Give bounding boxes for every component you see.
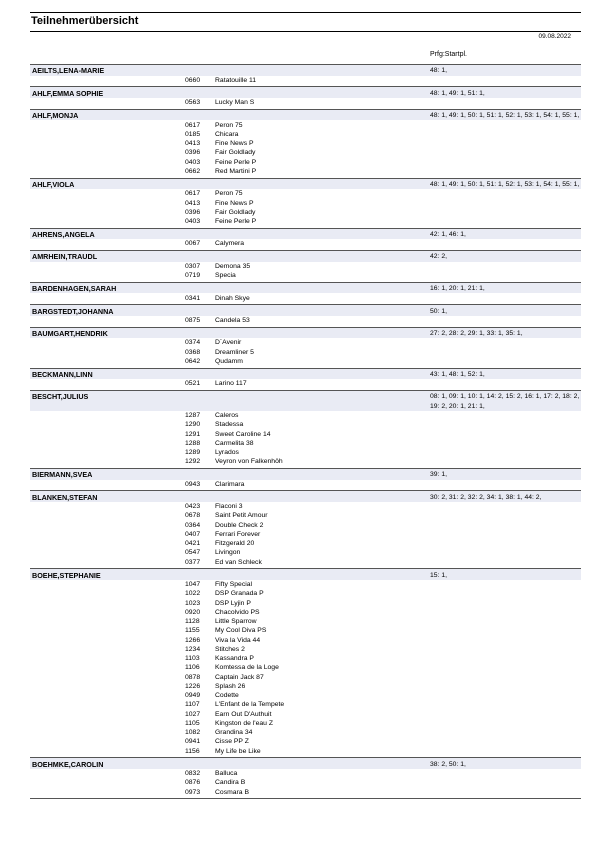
- horse-name: Little Sparrow: [215, 618, 257, 626]
- participant-row: [30, 179, 581, 190]
- participant-entry: [30, 64, 581, 87]
- horse-number: 0920: [185, 608, 201, 616]
- horse-name: Carmelita 38: [215, 439, 254, 447]
- participant-entry: [30, 469, 581, 491]
- horse-row: [30, 608, 581, 617]
- horse-number: 1156: [185, 747, 200, 755]
- horse-number: 0949: [185, 692, 201, 700]
- participant-starts: 48: 1,: [430, 67, 448, 75]
- horse-name: Red Martini P: [215, 167, 257, 175]
- participant-starts: 39: 1,: [430, 471, 448, 479]
- participant-entry: [30, 391, 581, 469]
- horse-number: 0662: [185, 167, 201, 175]
- horse-row: [30, 317, 581, 326]
- horse-name: Lyrados: [215, 449, 239, 457]
- participant-row: [30, 569, 581, 580]
- horse-name: Fifty Special: [215, 581, 253, 589]
- participant-list: [30, 64, 581, 799]
- horse-name: Captain Jack 87: [215, 673, 264, 681]
- horse-name: Kingston de l'eau Z: [215, 719, 273, 727]
- participant-starts: 42: 1, 46: 1,: [430, 230, 466, 238]
- horse-name: Feine Perle P: [215, 158, 257, 166]
- horse-name: Flaconi 3: [215, 503, 243, 511]
- horse-list: [30, 76, 581, 87]
- horse-name: Caleros: [215, 412, 239, 420]
- horse-number: 1047: [185, 581, 201, 589]
- horse-name: Ed van Schleck: [215, 558, 262, 566]
- horse-number: 1287: [185, 412, 201, 420]
- horse-name: Viva la Vida 44: [215, 636, 261, 644]
- participant-row: [30, 87, 581, 98]
- horse-row: [30, 627, 581, 636]
- horse-name: Candira B: [215, 779, 246, 787]
- participant-entry: [30, 328, 581, 369]
- horse-row: [30, 218, 581, 227]
- horse-list: [30, 769, 581, 798]
- horse-name: Stitches 2: [215, 645, 245, 653]
- horse-name: DSP Lyjin P: [215, 599, 251, 607]
- horse-name: Feine Perle P: [215, 218, 257, 225]
- horse-name: Double Check 2: [215, 521, 264, 529]
- title-rule: [30, 31, 581, 32]
- horse-row: [30, 76, 581, 85]
- participant-name: AHLF,VIOLA: [32, 179, 75, 189]
- participant-starts: 08: 1, 09: 1, 10: 1, 14: 2, 15: 2, 16: 1, 17: 2, 18: 2, 19: 2, 20: 1, 21: 1,: [430, 393, 580, 410]
- horse-number: 0563: [185, 99, 201, 107]
- participant-starts: 15: 1,: [430, 571, 448, 579]
- horse-name: Balluca: [215, 770, 238, 778]
- participant-entry: [30, 87, 581, 109]
- horse-name: Earn Out D'Authuit: [215, 710, 272, 718]
- participant-starts: 42: 2,: [430, 253, 448, 261]
- participant-starts: 27: 2, 28: 2, 29: 1, 33: 1, 35: 1,: [430, 329, 523, 337]
- horse-number: 1292: [185, 458, 201, 466]
- participant-row: [30, 110, 581, 121]
- horse-row: [30, 549, 581, 558]
- participant-row: [30, 65, 581, 76]
- horse-row: [30, 140, 581, 149]
- horse-number: 0832: [185, 770, 201, 778]
- participant-starts: 48: 1, 49: 1, 50: 1, 51: 1, 52: 1, 53: 1, 54: 1, 55: 1,: [430, 180, 580, 188]
- horse-row: [30, 208, 581, 217]
- horse-number: 1082: [185, 729, 201, 737]
- horse-number: 1266: [185, 636, 201, 644]
- horse-number: 0973: [185, 788, 201, 796]
- participant-row: [30, 328, 581, 339]
- horse-row: [30, 710, 581, 719]
- horse-row: [30, 149, 581, 158]
- participant-starts: 48: 1, 49: 1, 51: 1,: [430, 89, 485, 97]
- horse-name: Qudamm: [215, 357, 243, 365]
- horse-number: 1128: [185, 618, 200, 626]
- horse-name: Fine News P: [215, 199, 254, 207]
- horse-number: 0413: [185, 140, 201, 148]
- participant-starts: 50: 1,: [430, 307, 448, 315]
- horse-row: [30, 190, 581, 199]
- horse-number: 1289: [185, 449, 201, 457]
- horse-row: [30, 655, 581, 664]
- horse-name: Splash 26: [215, 682, 246, 690]
- horse-number: 0878: [185, 673, 201, 681]
- horse-row: [30, 294, 581, 303]
- horse-row: [30, 503, 581, 512]
- horse-number: 0547: [185, 549, 201, 557]
- horse-name: Chicara: [215, 130, 239, 138]
- horse-row: [30, 770, 581, 779]
- horse-number: 0642: [185, 357, 201, 365]
- horse-name: Ferrari Forever: [215, 530, 261, 538]
- horse-name: Cosmara B: [215, 788, 249, 796]
- horse-number: 0678: [185, 512, 201, 520]
- horse-list: [30, 338, 581, 367]
- horse-list: [30, 239, 581, 250]
- horse-number: 1023: [185, 599, 201, 607]
- horse-number: 1291: [185, 430, 201, 438]
- horse-row: [30, 439, 581, 448]
- horse-row: [30, 262, 581, 271]
- horse-row: [30, 449, 581, 458]
- horse-row: [30, 348, 581, 357]
- participant-entry: [30, 569, 581, 758]
- participant-row: [30, 369, 581, 380]
- horse-row: [30, 636, 581, 645]
- horse-number: 0396: [185, 149, 201, 157]
- participant-entry: [30, 305, 581, 327]
- participant-starts: 48: 1, 49: 1, 50: 1, 51: 1, 52: 1, 53: 1, 54: 1, 55: 1,: [430, 112, 580, 120]
- participant-name: BOEHMKE,CAROLIN: [32, 759, 104, 769]
- participant-name: AHLF,EMMA SOPHIE: [32, 88, 104, 98]
- horse-row: [30, 599, 581, 608]
- participant-name: BAUMGART,HENDRIK: [32, 328, 108, 338]
- horse-name: My Life be Like: [215, 747, 261, 755]
- horse-number: 0941: [185, 738, 201, 746]
- participant-row: [30, 251, 581, 262]
- horse-number: 0185: [185, 130, 201, 138]
- horse-name: Lucky Man S: [215, 99, 255, 107]
- horse-name: Fitzgerald 20: [215, 540, 255, 548]
- horse-name: Larino 117: [215, 380, 247, 388]
- horse-name: Codette: [215, 692, 239, 700]
- horse-row: [30, 339, 581, 348]
- horse-number: 0377: [185, 558, 201, 566]
- horse-list: [30, 189, 581, 228]
- horse-number: 0413: [185, 199, 201, 207]
- participant-name: BIERMANN,SVEA: [32, 470, 93, 480]
- horse-row: [30, 521, 581, 530]
- participant-row: [30, 469, 581, 480]
- horse-row: [30, 729, 581, 738]
- horse-row: [30, 512, 581, 521]
- horse-number: 0396: [185, 208, 201, 216]
- participant-name: BARDENHAGEN,SARAH: [32, 284, 117, 294]
- participant-entry: [30, 110, 581, 179]
- horse-name: Grandina 34: [215, 729, 253, 737]
- horse-name: Clarimara: [215, 480, 245, 488]
- horse-number: 0876: [185, 779, 201, 787]
- horse-number: 0943: [185, 480, 201, 488]
- horse-list: [30, 262, 581, 282]
- horse-row: [30, 380, 581, 389]
- horse-number: 0660: [185, 76, 201, 84]
- participant-entry: [30, 758, 581, 799]
- horse-list: [30, 379, 581, 390]
- horse-list: [30, 502, 581, 568]
- starts-column-header: Prfg:Startpl.: [430, 51, 467, 58]
- horse-number: 1290: [185, 421, 201, 429]
- horse-number: 0875: [185, 317, 201, 324]
- horse-number: 1103: [185, 655, 200, 663]
- participant-name: AHLF,MONJA: [32, 111, 79, 121]
- horse-row: [30, 701, 581, 710]
- horse-row: [30, 430, 581, 439]
- participant-name: AEILTS,LENA-MARIE: [32, 66, 105, 76]
- participant-entry: [30, 179, 581, 229]
- horse-list: [30, 580, 581, 757]
- horse-name: Chacolvido PS: [215, 608, 260, 616]
- horse-row: [30, 99, 581, 108]
- horse-row: [30, 167, 581, 176]
- horse-number: 0374: [185, 339, 201, 347]
- participant-entry: [30, 491, 581, 569]
- participant-name: AMRHEIN,TRAUDL: [32, 252, 98, 262]
- horse-name: Candela 53: [215, 317, 250, 324]
- horse-list: [30, 480, 581, 491]
- participant-row: [30, 283, 581, 294]
- horse-row: [30, 581, 581, 590]
- horse-name: Komtessa de la Loge: [215, 664, 279, 672]
- horse-number: 0521: [185, 380, 201, 388]
- participant-name: BESCHT,JULIUS: [32, 392, 89, 402]
- horse-name: Specia: [215, 272, 236, 280]
- horse-list: [30, 120, 581, 177]
- horse-list: [30, 316, 581, 327]
- horse-row: [30, 480, 581, 489]
- participant-starts: 43: 1, 48: 1, 52: 1,: [430, 370, 485, 378]
- participant-name: BARGSTEDT,JOHANNA: [32, 306, 114, 316]
- horse-row: [30, 558, 581, 567]
- horse-name: Sweet Caroline 14: [215, 430, 271, 438]
- participant-row: [30, 391, 581, 411]
- horse-row: [30, 738, 581, 747]
- horse-number: 1022: [185, 590, 201, 598]
- participant-starts: 38: 2, 50: 1,: [430, 760, 466, 768]
- horse-row: [30, 240, 581, 249]
- horse-row: [30, 458, 581, 467]
- horse-row: [30, 692, 581, 701]
- horse-row: [30, 719, 581, 728]
- horse-list: [30, 98, 581, 109]
- horse-number: 0617: [185, 121, 201, 129]
- horse-row: [30, 664, 581, 673]
- horse-row: [30, 673, 581, 682]
- horse-row: [30, 272, 581, 281]
- horse-name: Dreamliner 5: [215, 348, 254, 356]
- horse-row: [30, 682, 581, 691]
- horse-name: Veyron von Falkenhöh: [215, 458, 283, 466]
- participant-name: BOEHE,STEPHANIE: [32, 570, 101, 580]
- participant-row: [30, 758, 581, 769]
- horse-name: Fine News P: [215, 140, 254, 148]
- horse-number: 0067: [185, 240, 201, 248]
- horse-number: 1155: [185, 627, 200, 635]
- horse-name: D`Avenir: [215, 339, 242, 347]
- horse-number: 1288: [185, 439, 201, 447]
- horse-row: [30, 540, 581, 549]
- horse-name: Peron 75: [215, 121, 243, 129]
- horse-row: [30, 199, 581, 208]
- participant-entry: [30, 283, 581, 305]
- participant-name: BLANKEN,STEFAN: [32, 492, 98, 502]
- horse-row: [30, 158, 581, 167]
- participant-starts: 30: 2, 31: 2, 32: 2, 34: 1, 38: 1, 44: 2,: [430, 493, 542, 501]
- horse-number: 1105: [185, 719, 200, 727]
- print-date: 09.08.2022: [538, 33, 571, 40]
- horse-row: [30, 747, 581, 756]
- horse-number: 0307: [185, 262, 201, 270]
- page-title: Teilnehmerübersicht: [31, 15, 139, 27]
- participant-starts: 16: 1, 20: 1, 21: 1,: [430, 285, 485, 293]
- horse-name: Saint Petit Amour: [215, 512, 268, 520]
- horse-number: 0364: [185, 521, 201, 529]
- horse-name: My Cool Diva PS: [215, 627, 267, 635]
- horse-list: [30, 293, 581, 304]
- participant-row: [30, 229, 581, 240]
- horse-name: Fair Goldlady: [215, 208, 256, 216]
- horse-number: 0341: [185, 294, 201, 302]
- horse-number: 0403: [185, 218, 201, 225]
- horse-row: [30, 530, 581, 539]
- horse-name: Calymera: [215, 240, 245, 248]
- horse-number: 0617: [185, 190, 201, 198]
- horse-name: Kassandra P: [215, 655, 254, 663]
- horse-row: [30, 590, 581, 599]
- participant-entry: [30, 229, 581, 251]
- horse-row: [30, 130, 581, 139]
- participant-name: AHRENS,ANGELA: [32, 229, 95, 239]
- horse-number: 0423: [185, 503, 201, 511]
- horse-name: Dinah Skye: [215, 294, 250, 302]
- participant-entry: [30, 369, 581, 391]
- horse-name: Fair Goldlady: [215, 149, 256, 157]
- horse-list: [30, 411, 581, 468]
- horse-row: [30, 645, 581, 654]
- participant-entry: [30, 251, 581, 283]
- horse-number: 1107: [185, 701, 200, 709]
- horse-number: 0403: [185, 158, 201, 166]
- horse-name: DSP Granada P: [215, 590, 264, 598]
- top-rule: [30, 12, 581, 13]
- horse-row: [30, 779, 581, 788]
- horse-row: [30, 618, 581, 627]
- horse-name: Cisse PP Z: [215, 738, 249, 746]
- participant-row: [30, 305, 581, 316]
- horse-number: 0421: [185, 540, 201, 548]
- horse-name: Demona 35: [215, 262, 251, 270]
- horse-name: Stadessa: [215, 421, 244, 429]
- horse-row: [30, 412, 581, 421]
- horse-number: 0368: [185, 348, 201, 356]
- horse-name: Livingon: [215, 549, 241, 557]
- horse-name: L'Enfant de la Tempete: [215, 701, 285, 709]
- horse-name: Ratatouille 11: [215, 76, 257, 84]
- horse-row: [30, 121, 581, 130]
- horse-number: 1226: [185, 682, 201, 690]
- horse-number: 0407: [185, 530, 201, 538]
- horse-row: [30, 788, 581, 797]
- horse-number: 1027: [185, 710, 201, 718]
- participant-row: [30, 491, 581, 502]
- horse-number: 1234: [185, 645, 201, 653]
- horse-name: Peron 75: [215, 190, 243, 198]
- participant-name: BECKMANN,LINN: [32, 369, 93, 379]
- horse-number: 0719: [185, 272, 201, 280]
- horse-number: 1106: [185, 664, 200, 672]
- horse-row: [30, 357, 581, 366]
- horse-row: [30, 421, 581, 430]
